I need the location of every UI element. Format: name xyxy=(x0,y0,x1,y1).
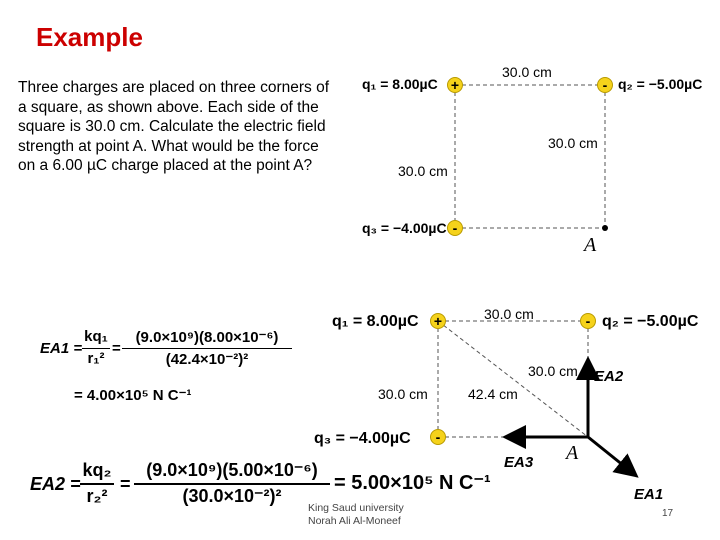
footer-university: King Saud university xyxy=(308,502,404,514)
ea2-label: EA2 xyxy=(594,368,624,385)
bot-diagonal-line xyxy=(438,321,588,437)
bot-side-right-label: 30.0 cm xyxy=(528,363,578,379)
bot-point-a-label: A xyxy=(566,442,579,464)
ea2-result: = 5.00×10⁵ N C⁻¹ xyxy=(334,472,491,494)
ea1-eq: = xyxy=(112,340,121,357)
bot-side-top-label: 30.0 cm xyxy=(484,306,534,322)
ea1-arrow xyxy=(588,437,634,474)
top-point-a-label: A xyxy=(584,234,597,256)
top-side-right-label: 30.0 cm xyxy=(548,135,598,151)
bot-q2-label: q₂ = −5.00µC xyxy=(602,313,699,330)
top-q1-charge: + xyxy=(447,77,463,93)
ea1-k-num: kq₁ xyxy=(84,328,108,345)
bot-diagonal-label: 42.4 cm xyxy=(468,386,518,402)
page-number: 17 xyxy=(662,508,674,519)
problem-text: Three charges are placed on three corners of a square, as shown above. Each side of the square is 30.0 cm. Calculate the electric field strength at point A. What would be the force on a 6.00 µC charge placed at the point A? xyxy=(18,79,330,174)
top-point-a-dot xyxy=(602,225,608,231)
top-q2-charge: - xyxy=(597,77,613,93)
ea2-frac-line-1 xyxy=(80,483,114,485)
slide-title: Example xyxy=(36,22,143,52)
footer-credit xyxy=(308,502,428,528)
top-q1-label: q₁ = 8.00µC xyxy=(362,76,438,92)
ea1-frac-line-1 xyxy=(82,348,110,349)
bot-side-left-label: 30.0 cm xyxy=(378,386,428,402)
footer-author: Norah Ali Al-Moneef xyxy=(308,515,401,527)
ea2-r-den: r₂² xyxy=(86,486,108,506)
top-side-left-label: 30.0 cm xyxy=(398,163,448,179)
ea1-numerator: (9.0×10⁹)(8.00×10⁻⁶) xyxy=(135,329,279,346)
top-q2-label: q₂ = −5.00µC xyxy=(618,76,703,92)
top-q3-charge: - xyxy=(447,220,463,236)
ea2-k-num: kq₂ xyxy=(82,460,112,480)
ea1-frac-line-2 xyxy=(122,348,292,349)
ea3-label: EA3 xyxy=(504,454,534,471)
ea1-result: = 4.00×10⁵ N C⁻¹ xyxy=(74,387,192,404)
ea1-r-den: r₁² xyxy=(87,350,105,367)
bot-q1-charge: + xyxy=(430,313,446,329)
ea2-lhs: EA2 = xyxy=(30,474,81,494)
bot-q3-label: q₃ = −4.00µC xyxy=(314,430,411,447)
bot-q2-charge: - xyxy=(580,313,596,329)
bot-q1-label: q₁ = 8.00µC xyxy=(332,313,419,330)
top-side-top-label: 30.0 cm xyxy=(502,64,552,80)
ea2-denominator: (30.0×10⁻²)² xyxy=(182,486,282,506)
ea2-frac-line-2 xyxy=(134,483,330,485)
ea1-lhs: EA1 = xyxy=(40,340,83,357)
ea2-eq: = xyxy=(120,474,131,494)
ea1-label: EA1 xyxy=(634,486,664,503)
ea1-denominator: (42.4×10⁻²)² xyxy=(165,351,249,368)
top-q3-label: q₃ = −4.00µC xyxy=(362,220,447,236)
bot-q3-charge: - xyxy=(430,429,446,445)
ea2-numerator: (9.0×10⁹)(5.00×10⁻⁶) xyxy=(146,460,318,480)
